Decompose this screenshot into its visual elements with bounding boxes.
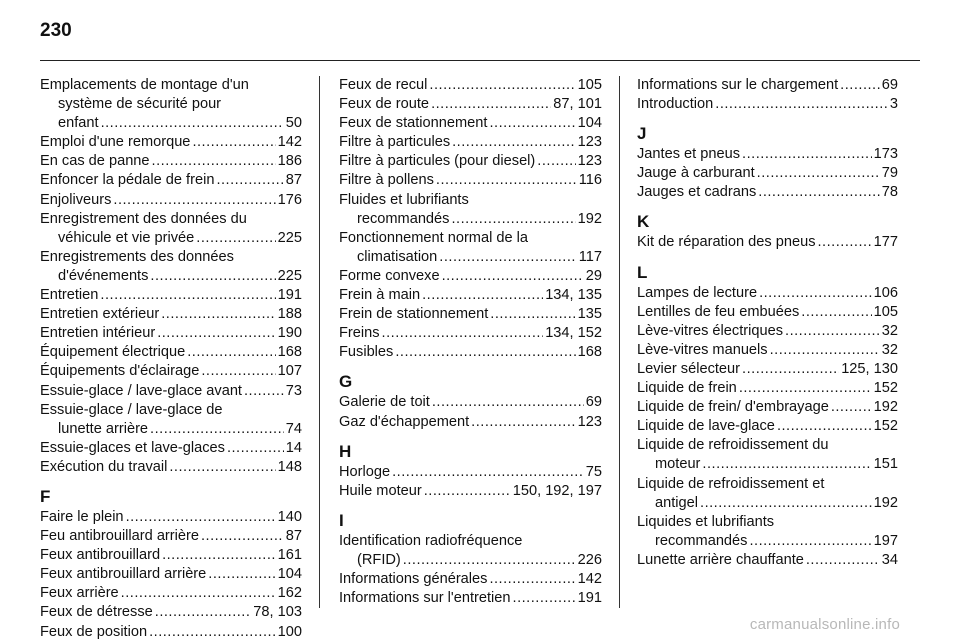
header-rule	[40, 60, 920, 61]
index-entry	[40, 565, 302, 584]
entry-text: système de sécurité pour	[58, 96, 222, 113]
index-entry	[339, 76, 602, 95]
dot-leader	[126, 508, 276, 527]
index-entry	[40, 382, 302, 401]
dot-leader	[392, 463, 584, 482]
dot-leader	[490, 305, 575, 324]
index-entry	[40, 584, 302, 603]
entry-text: recommandés	[655, 532, 748, 549]
dot-leader	[121, 584, 276, 603]
dot-leader	[452, 133, 576, 152]
entry-text: Feux de position	[40, 623, 148, 640]
dot-leader	[759, 284, 872, 303]
entry-text: Feux antibrouillard arrière	[40, 566, 207, 583]
entry-text: Feux arrière	[40, 585, 119, 602]
entry-text: Faire le plein	[40, 508, 124, 525]
dot-leader	[152, 152, 276, 171]
entry-text: Informations sur le chargement	[637, 77, 839, 93]
entry-text: Emploi d'une remorque	[40, 134, 191, 151]
dot-leader	[155, 603, 252, 622]
dot-leader	[513, 589, 576, 608]
dot-leader	[201, 527, 284, 546]
index-entry	[40, 76, 302, 133]
page-reference: 225	[277, 267, 302, 284]
dot-leader	[395, 343, 575, 362]
dot-leader	[244, 382, 284, 401]
index-entry	[637, 76, 898, 95]
index-entry	[40, 133, 302, 152]
page-reference: 192	[873, 399, 898, 416]
page-reference: 192	[873, 494, 898, 511]
page-number: 230	[40, 20, 72, 41]
page-reference: 191	[577, 590, 602, 607]
dot-leader	[216, 171, 283, 190]
dot-leader	[149, 623, 276, 642]
dot-leader	[150, 267, 275, 286]
dot-leader	[101, 114, 284, 133]
dot-leader	[702, 455, 871, 474]
dot-leader	[424, 482, 511, 501]
entry-text: Lève-vitres électriques	[637, 322, 784, 339]
page-reference: 123	[577, 153, 602, 170]
entry-text: (RFID)	[357, 551, 401, 568]
page-reference: 188	[277, 306, 302, 323]
index-entry	[637, 551, 898, 570]
dot-leader	[742, 360, 839, 379]
page-reference: 32	[881, 322, 898, 339]
dot-leader	[432, 393, 584, 412]
page-reference: 69	[585, 394, 602, 411]
entry-text: moteur	[655, 456, 701, 473]
page-reference: 142	[577, 570, 602, 587]
index-entry	[339, 324, 602, 343]
dot-leader	[227, 439, 284, 458]
page-reference: 176	[277, 191, 302, 208]
page-reference: 116	[578, 172, 602, 189]
entry-text: Essuie-glace / lave-glace avant	[40, 382, 242, 399]
index-entry	[40, 343, 302, 362]
index-entry	[339, 133, 602, 152]
index-entry	[339, 229, 602, 267]
index-entry	[40, 362, 302, 381]
index-entry	[339, 305, 602, 324]
section-letter: G	[339, 372, 353, 392]
page-reference: 150, 192, 197	[512, 482, 602, 499]
dot-leader	[429, 76, 575, 95]
dot-leader	[201, 362, 275, 381]
page-reference: 148	[277, 458, 302, 475]
index-entry	[40, 324, 302, 343]
index-entry	[339, 589, 602, 608]
page-reference: 197	[873, 532, 898, 549]
dot-leader	[749, 532, 871, 551]
page-reference: 69	[881, 77, 898, 93]
dot-leader	[382, 324, 544, 343]
dot-leader	[451, 210, 575, 229]
page-reference: 74	[285, 420, 302, 437]
page-reference: 142	[277, 134, 302, 151]
column-separator	[619, 76, 620, 608]
index-entry	[339, 267, 602, 286]
page-reference: 173	[873, 146, 898, 163]
index-entry	[339, 114, 602, 133]
entry-text: Essuie-glaces et lave-glaces	[40, 439, 225, 456]
entry-text: Enregistrement des données du	[40, 210, 247, 227]
index-entry	[339, 191, 602, 229]
entry-text: Informations générales	[339, 570, 488, 587]
entry-text: Liquide de lave-glace	[637, 418, 775, 435]
entry-text: Liquide de refroidissement et	[637, 475, 825, 492]
page-reference: 78	[881, 184, 898, 201]
page-reference: 87	[285, 528, 302, 545]
dot-leader	[192, 133, 275, 152]
page-reference: 192	[577, 210, 602, 227]
dot-leader	[169, 458, 275, 477]
page-reference: 75	[585, 463, 602, 480]
index-column-2	[339, 76, 602, 608]
section-letter: F	[40, 486, 51, 506]
entry-text: Jantes et pneus	[637, 146, 741, 163]
dot-leader	[150, 420, 284, 439]
entry-text: Identification radiofréquence	[339, 532, 523, 549]
entry-text: Enregistrements des données	[40, 248, 234, 265]
entry-text: Feux de recul	[339, 77, 428, 93]
section-letter: I	[339, 510, 344, 530]
dot-leader	[742, 145, 872, 164]
page-reference: 34	[881, 551, 898, 568]
index-entry	[637, 436, 898, 474]
index-entry	[40, 152, 302, 171]
entry-text: Frein à main	[339, 287, 421, 304]
index-entry	[637, 379, 898, 398]
entry-text: Lampes de lecture	[637, 284, 758, 301]
entry-text: Liquide de frein/ d'embrayage	[637, 399, 829, 416]
entry-text: Fluides et lubrifiants	[339, 191, 469, 208]
dot-leader	[431, 95, 551, 114]
index-entry	[40, 546, 302, 565]
index-entry	[339, 532, 602, 570]
page-reference: 186	[277, 153, 302, 170]
page-reference: 152	[873, 380, 898, 397]
dot-leader	[785, 322, 880, 341]
page-reference: 14	[285, 439, 302, 456]
page-reference: 104	[577, 115, 602, 132]
entry-text: climatisation	[357, 248, 438, 265]
index-entry	[40, 210, 302, 248]
page-reference: 161	[277, 547, 302, 564]
entry-text: Filtre à particules	[339, 134, 451, 151]
index-column-3	[637, 76, 898, 570]
entry-text: Feux de route	[339, 96, 430, 113]
page-reference: 105	[873, 303, 898, 320]
index-entry	[637, 95, 898, 114]
page-reference: 123	[577, 413, 602, 430]
page-reference: 162	[277, 585, 302, 602]
entry-text: Levier sélecteur	[637, 360, 741, 377]
entry-text: recommandés	[357, 210, 450, 227]
page-reference: 104	[277, 566, 302, 583]
index-column-1	[40, 76, 302, 642]
index-entry	[637, 341, 898, 360]
entry-text: Feux antibrouillard	[40, 547, 161, 564]
index-entry	[637, 398, 898, 417]
page-reference: 50	[285, 115, 302, 132]
dot-leader	[801, 303, 871, 322]
dot-leader	[161, 305, 275, 324]
entry-text: Liquides et lubrifiants	[637, 513, 775, 530]
section-letter: J	[637, 124, 647, 144]
dot-leader	[831, 398, 872, 417]
entry-text: Lève-vitres manuels	[637, 341, 768, 358]
index-entry	[339, 463, 602, 482]
page-reference: 78, 103	[253, 604, 302, 621]
dot-leader	[537, 152, 575, 171]
dot-leader	[777, 417, 872, 436]
page-reference: 107	[277, 363, 302, 380]
page-reference: 226	[577, 551, 602, 568]
entry-text: Enfoncer la pédale de frein	[40, 172, 215, 189]
index-entry	[637, 360, 898, 379]
page-reference: 177	[873, 234, 898, 251]
entry-text: Liquide de frein	[637, 380, 737, 397]
index-entry	[339, 171, 602, 190]
dot-leader	[739, 379, 872, 398]
entry-text: Équipements d'éclairage	[40, 363, 200, 380]
page-reference: 225	[277, 229, 302, 246]
dot-leader	[700, 494, 872, 513]
entry-text: Feux de détresse	[40, 604, 153, 621]
entry-text: Feu antibrouillard arrière	[40, 528, 199, 545]
dot-leader	[770, 341, 880, 360]
entry-text: Lentilles de feu embuées	[637, 303, 800, 320]
index-entry	[637, 322, 898, 341]
page-reference: 125, 130	[841, 360, 898, 377]
page-reference: 29	[585, 267, 602, 284]
index-entry	[637, 303, 898, 322]
index-entry	[40, 305, 302, 324]
column-separator	[319, 76, 320, 608]
index-entry	[339, 152, 602, 171]
index-entry	[40, 401, 302, 439]
index-entry	[40, 527, 302, 546]
entry-text: lunette arrière	[58, 420, 149, 437]
index-entry	[40, 623, 302, 642]
dot-leader	[157, 324, 275, 343]
entry-text: Forme convexe	[339, 267, 440, 284]
page-reference: 105	[577, 77, 602, 93]
entry-text: Entretien intérieur	[40, 325, 156, 342]
dot-leader	[818, 233, 872, 252]
entry-text: Galerie de toit	[339, 394, 430, 411]
page-reference: 134, 135	[545, 287, 602, 304]
page-reference: 190	[277, 325, 302, 342]
dot-leader	[196, 229, 275, 248]
entry-text: Introduction	[637, 96, 714, 113]
entry-text: Gaz d'échappement	[339, 413, 470, 430]
entry-text: Entretien	[40, 287, 99, 304]
dot-leader	[840, 76, 880, 95]
index-entry	[637, 417, 898, 436]
dot-leader	[162, 546, 276, 565]
entry-text: Liquide de refroidissement du	[637, 437, 829, 454]
index-entry	[637, 284, 898, 303]
entry-text: Horloge	[339, 463, 391, 480]
dot-leader	[715, 95, 888, 114]
entry-text: Freins	[339, 325, 380, 342]
page-reference: 123	[577, 134, 602, 151]
entry-text: véhicule et vie privée	[58, 229, 195, 246]
page-reference: 135	[577, 306, 602, 323]
page-reference: 140	[277, 508, 302, 525]
page-reference: 87	[285, 172, 302, 189]
index-entry	[637, 475, 898, 513]
entry-text: Entretien extérieur	[40, 306, 160, 323]
dot-leader	[442, 267, 584, 286]
index-entry	[40, 248, 302, 286]
index-entry	[40, 286, 302, 305]
index-entry	[637, 145, 898, 164]
entry-text: Équipement électrique	[40, 344, 186, 361]
dot-leader	[187, 343, 275, 362]
index-entry	[40, 439, 302, 458]
index-entry	[339, 286, 602, 305]
index-entry	[637, 164, 898, 183]
watermark: carmanualsonline.info	[749, 616, 900, 633]
dot-leader	[757, 164, 880, 183]
section-letter: K	[637, 212, 650, 232]
page-reference: 87, 101	[553, 96, 602, 113]
page-reference: 117	[578, 248, 602, 265]
entry-text: Frein de stationnement	[339, 306, 489, 323]
page-reference: 152	[873, 418, 898, 435]
entry-text: Essuie-glace / lave-glace de	[40, 401, 223, 418]
index-entry	[40, 458, 302, 477]
entry-text: Jauge à carburant	[637, 165, 755, 182]
entry-text: Lunette arrière chauffante	[637, 551, 804, 568]
dot-leader	[422, 286, 543, 305]
page-reference: 73	[285, 382, 302, 399]
dot-leader	[806, 551, 880, 570]
page-reference: 134, 152	[545, 325, 602, 342]
section-letter: H	[339, 441, 352, 461]
entry-text: d'événements	[58, 267, 149, 284]
entry-text: Kit de réparation des pneus	[637, 234, 816, 251]
page-reference: 168	[277, 344, 302, 361]
page-reference: 151	[873, 456, 898, 473]
page-reference: 79	[881, 165, 898, 182]
index-entry	[339, 95, 602, 114]
entry-text: Huile moteur	[339, 482, 422, 499]
index-entry	[339, 413, 602, 432]
dot-leader	[113, 191, 275, 210]
entry-text: Enjoliveurs	[40, 191, 112, 208]
dot-leader	[403, 551, 576, 570]
index-entry	[40, 171, 302, 190]
index-entry	[339, 570, 602, 589]
section-letter: L	[637, 262, 648, 282]
entry-text: Jauges et cadrans	[637, 184, 757, 201]
entry-text: Filtre à pollens	[339, 172, 434, 189]
dot-leader	[489, 570, 575, 589]
entry-text: En cas de panne	[40, 153, 150, 170]
entry-text: Informations sur l'entretien	[339, 590, 511, 607]
page-reference: 106	[873, 284, 898, 301]
entry-text: Emplacements de montage d'un	[40, 77, 249, 93]
page-reference: 3	[889, 96, 898, 113]
entry-text: Exécution du travail	[40, 458, 168, 475]
index-entry	[40, 508, 302, 527]
entry-text: Filtre à particules (pour diesel)	[339, 153, 536, 170]
dot-leader	[439, 248, 576, 267]
index-entry	[637, 513, 898, 551]
dot-leader	[436, 171, 577, 190]
entry-text: Fonctionnement normal de la	[339, 229, 529, 246]
page-reference: 168	[577, 344, 602, 361]
index-entry	[339, 393, 602, 412]
entry-text: Fusibles	[339, 344, 394, 361]
index-entry	[339, 482, 602, 501]
page-reference: 100	[277, 623, 302, 640]
dot-leader	[208, 565, 275, 584]
dot-leader	[489, 114, 575, 133]
index-entry	[637, 233, 898, 252]
page-reference: 32	[881, 341, 898, 358]
entry-text: Feux de stationnement	[339, 115, 488, 132]
dot-leader	[758, 183, 880, 202]
entry-text: antigel	[655, 494, 699, 511]
index-entry	[339, 343, 602, 362]
dot-leader	[471, 413, 575, 432]
dot-leader	[100, 286, 275, 305]
entry-text: enfant	[58, 115, 99, 132]
index-entry	[40, 603, 302, 622]
index-entry	[637, 183, 898, 202]
index-entry	[40, 191, 302, 210]
page-reference: 191	[277, 287, 302, 304]
